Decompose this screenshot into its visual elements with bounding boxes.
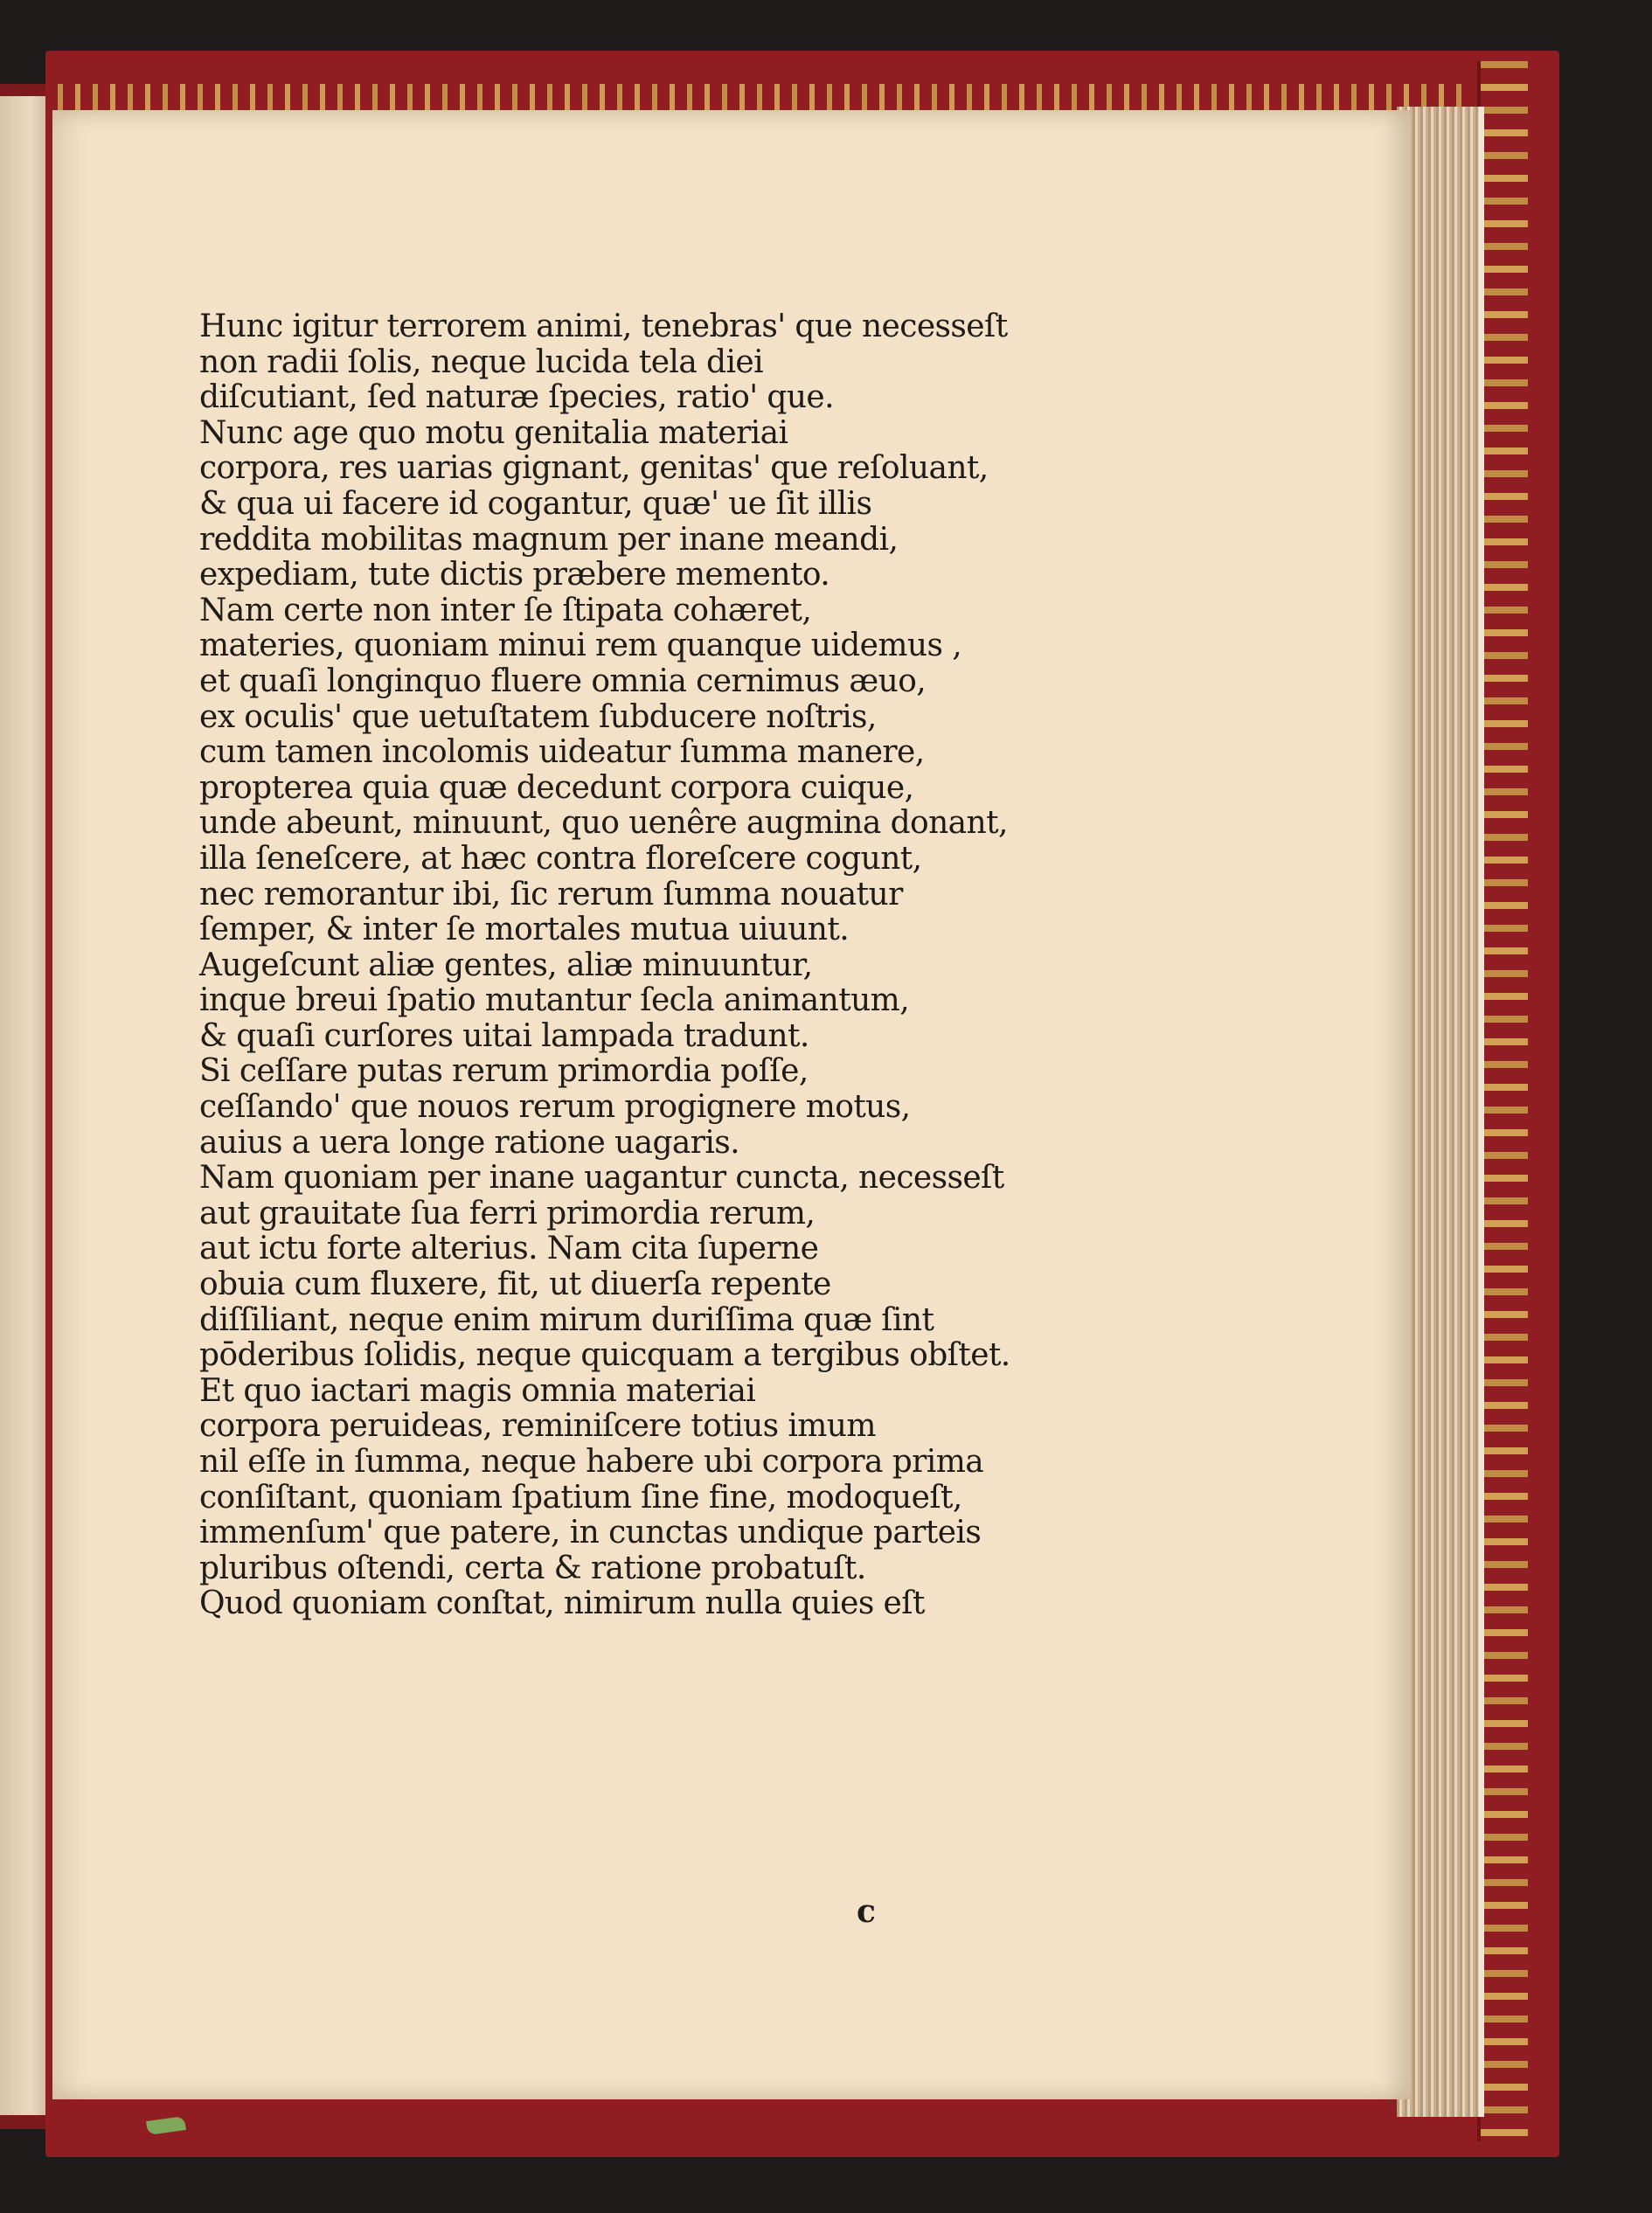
verse-line: non radii ſolis, neque lucida tela diei — [199, 343, 764, 380]
verse-text — [199, 309, 1126, 1622]
verse-line: ſemper, & inter ſe mortales mutua uiuunt. — [199, 912, 850, 948]
verse-line: expediam, tute dictis præbere memento. — [199, 557, 830, 593]
verse-line: et quaſi longinquo fluere omnia cernimus æuo, — [199, 663, 927, 699]
verse-line: auius a uera longe ratione uagaris. — [199, 1124, 740, 1161]
signature-mark: c — [857, 1893, 876, 1930]
verse-line: nec remorantur ibi, ſic rerum ſumma nouatur — [199, 876, 903, 912]
verse-line: obuia cum fluxere, fit, ut diuerſa repente — [199, 1266, 831, 1303]
verse-line: pōderibus ſolidis, neque quicquam a tergibus obſtet. — [199, 1337, 1010, 1374]
verse-line: corpora, res uarias gignant, genitas' que reſoluant, — [199, 450, 989, 487]
verse-line: Nam quoniam per inane uagantur cuncta, necesseſt — [199, 1160, 1004, 1197]
left-page-edge — [0, 96, 51, 2115]
verse-line: materies, quoniam minui rem quanque uidemus , — [199, 628, 962, 664]
verse-line: ceſſando' que nouos rerum progignere motus, — [199, 1089, 911, 1126]
verse-line: propterea quia quæ decedunt corpora cuique, — [199, 769, 914, 806]
verse-line: Nunc age quo motu genitalia materiai — [199, 414, 788, 451]
verse-line: diſſiliant, neque enim mirum duriſſima quæ ſint — [199, 1301, 934, 1338]
verse-line: & qua ui facere id cogantur, quæ' ue ſit illis — [199, 485, 872, 522]
verse-line: illa ſeneſcere, at hæc contra floreſcere cogunt, — [199, 840, 922, 877]
verse-line: Quod quoniam conſtat, nimirum nulla quies eſt — [199, 1585, 925, 1622]
right-page — [52, 110, 1411, 2099]
verse-line: diſcutiant, ſed naturæ ſpecies, ratio' que. — [199, 379, 834, 416]
verse-line: reddita mobilitas magnum per inane meandi, — [199, 521, 899, 558]
verse-line: Nam certe non inter ſe ſtipata cohæret, — [199, 592, 812, 628]
verse-line: immenſum' que patere, in cunctas undique parteis — [199, 1515, 982, 1551]
verse-line: Augeſcunt aliæ gentes, aliæ minuuntur, — [199, 947, 813, 983]
verse-line: inque breui ſpatio mutantur ſecla animantum, — [199, 982, 910, 1019]
verse-line: nil eſſe in ſumma, neque habere ubi corpora prima — [199, 1444, 984, 1480]
verse-line: aut grauitate ſua ferri primordia rerum, — [199, 1195, 816, 1231]
verse-line: Si ceſſare putas rerum primordia poſſe, — [199, 1053, 809, 1090]
verse-line: Hunc igitur terrorem animi, tenebras' que necesseſt — [199, 309, 1008, 344]
verse-line: corpora peruideas, reminiſcere totius imum — [199, 1408, 876, 1445]
verse-line: & quaſi curſores uitai lampada tradunt. — [199, 1017, 809, 1054]
verse-line: pluribus oſtendi, certa & ratione probatuſt. — [199, 1550, 866, 1586]
verse-line: aut ictu forte alterius. Nam cita ſuperne — [199, 1231, 819, 1267]
verse-line: unde abeunt, minuunt, quo uenêre augmina donant, — [199, 805, 1008, 842]
verse-line: ex oculis' que uetuſtatem ſubducere noſtris, — [199, 698, 877, 735]
verse-line: conſiſtant, quoniam ſpatium ſine fine, modoqueſt, — [199, 1479, 962, 1516]
verse-line: cum tamen incolomis uideatur ſumma manere, — [199, 734, 925, 771]
gilt-right-border — [1477, 61, 1528, 2141]
verse-line: Et quo iactari magis omnia materiai — [199, 1372, 756, 1409]
